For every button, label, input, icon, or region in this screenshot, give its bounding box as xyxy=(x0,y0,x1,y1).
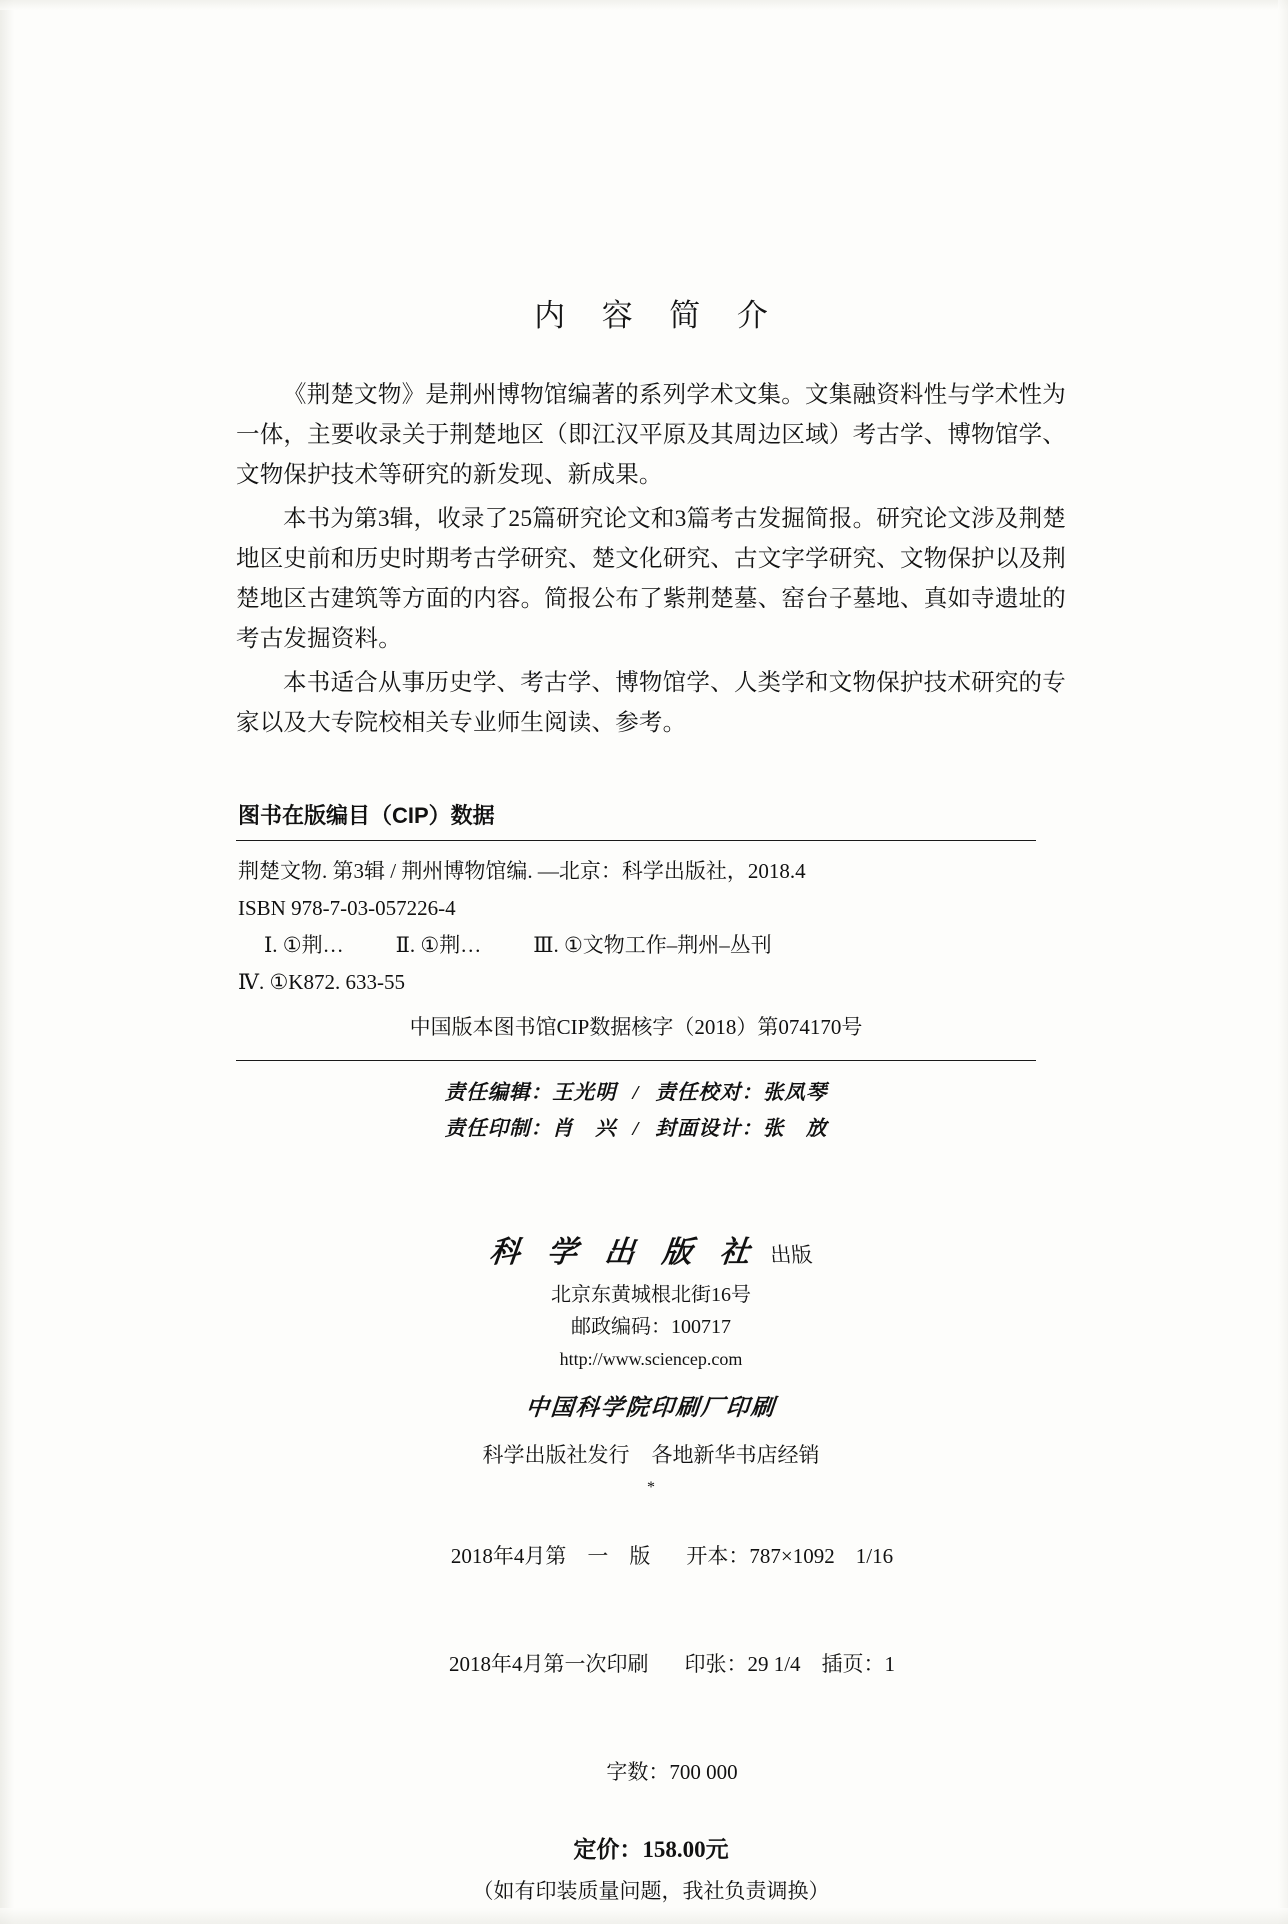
scan-edge-top xyxy=(0,0,1288,10)
price-value: 158.00元 xyxy=(642,1837,729,1862)
edition-date: 2018年4月第 一 版 xyxy=(450,1544,651,1568)
intro-paragraph-3: 本书适合从事历史学、考古学、博物馆学、人类学和文物保护技术研究的专家以及大专院校相关专业师生阅读、参考。 xyxy=(236,670,1066,736)
staff-block xyxy=(236,1061,1036,1153)
responsible-proofreader: 责任校对：张凤琴 xyxy=(655,1082,828,1104)
publisher-name-suffix: 出版 xyxy=(768,1243,814,1267)
page-content xyxy=(236,290,1066,1910)
decorative-separator: * xyxy=(647,1479,655,1496)
scan-edge-left xyxy=(0,0,14,1924)
distribution-row xyxy=(236,1438,1066,1472)
imprint-row-edition xyxy=(236,1502,1066,1610)
staff-separator-2: / xyxy=(632,1118,640,1140)
cip-block xyxy=(236,799,1036,1153)
cip-body xyxy=(236,841,1036,1060)
scan-edge-bottom xyxy=(0,1908,1288,1924)
cip-heading: 图书在版编目（CIP）数据 xyxy=(238,803,495,828)
cip-title-line: 荆楚文物. 第3辑 / 荆州博物馆编. —北京：科学出版社，2018.4 xyxy=(238,859,806,883)
intro-paragraph-1: 《荆楚文物》是荆州博物馆编著的系列学术文集。文集融资料性与学术性为一体，主要收录关于荆楚地区（即江汉平原及其周边区域）考古学、博物馆学、文物保护技术等研究的新发现、新成果。 xyxy=(236,382,1066,488)
staff-line-printing xyxy=(236,1111,1036,1147)
page-title: 内 容 简 介 xyxy=(534,298,782,333)
imprint-row-printing xyxy=(236,1610,1066,1718)
publisher-postcode: 邮政编码：100717 xyxy=(571,1316,731,1338)
staff-line-editor xyxy=(236,1075,1036,1111)
imprint-block xyxy=(236,1502,1066,1910)
cip-class-1: Ⅰ. ①荆… xyxy=(264,933,344,957)
word-count: 字数：700 000 xyxy=(606,1760,738,1784)
price-row xyxy=(236,1830,1066,1870)
quality-notice: （如有印装质量问题，我社负责调换） xyxy=(472,1879,830,1903)
cip-classification-line-1 xyxy=(236,927,1036,964)
cip-class-3: Ⅲ. ①文物工作–荆州–丛刊 xyxy=(533,933,772,957)
distribution-bookstores: 各地新华书店经销 xyxy=(651,1443,820,1467)
intro-block xyxy=(236,375,1066,743)
publisher-logo-text: 科 学 出 版 社 xyxy=(487,1236,762,1269)
print-date: 2018年4月第一次印刷 xyxy=(448,1652,649,1676)
cip-classification-line-2 xyxy=(236,964,1036,1001)
printer-row xyxy=(236,1375,1066,1422)
printer-suffix: 印刷 xyxy=(724,1395,777,1420)
cip-class-4: Ⅳ. ①K872. 633-55 xyxy=(238,970,405,994)
publisher-block xyxy=(236,1227,1066,1498)
price-label: 定价： xyxy=(573,1837,643,1862)
intro-paragraph-2: 本书为第3辑，收录了25篇研究论文和3篇考古发掘简报。研究论文涉及荆楚地区史前和历史时期考古学研究、楚文化研究、古文字学研究、文物保护以及荆楚地区古建筑等方面的内容。简报公布了紫荆楚墓、窑台子墓地、真如寺遗址的考古发掘资料。 xyxy=(236,506,1066,652)
cip-archive-line: 中国版本图书馆CIP数据核字（2018）第074170号 xyxy=(409,1015,863,1039)
print-sheets: 印张：29 1/4 插页：1 xyxy=(684,1652,896,1676)
distribution-publisher: 科学出版社发行 xyxy=(482,1443,630,1467)
book-format: 开本：787×1092 1/16 xyxy=(686,1544,894,1568)
cip-class-2: Ⅱ. ①荆… xyxy=(395,933,482,957)
responsible-printing: 责任印制：肖 兴 xyxy=(444,1118,617,1140)
scan-edge-right xyxy=(1278,0,1288,1924)
publisher-address: 北京东黄城根北街16号 xyxy=(551,1284,751,1306)
publisher-website[interactable]: http://www.sciencep.com xyxy=(559,1349,743,1369)
printer-name: 中国科学院印刷厂 xyxy=(524,1395,727,1420)
imprint-row-words xyxy=(236,1718,1066,1826)
staff-separator-1: / xyxy=(632,1082,640,1104)
cip-isbn: ISBN 978-7-03-057226-4 xyxy=(238,896,456,920)
publisher-name-row xyxy=(236,1227,1066,1271)
cover-designer: 封面设计：张 放 xyxy=(655,1118,828,1140)
responsible-editor: 责任编辑：王光明 xyxy=(444,1082,617,1104)
